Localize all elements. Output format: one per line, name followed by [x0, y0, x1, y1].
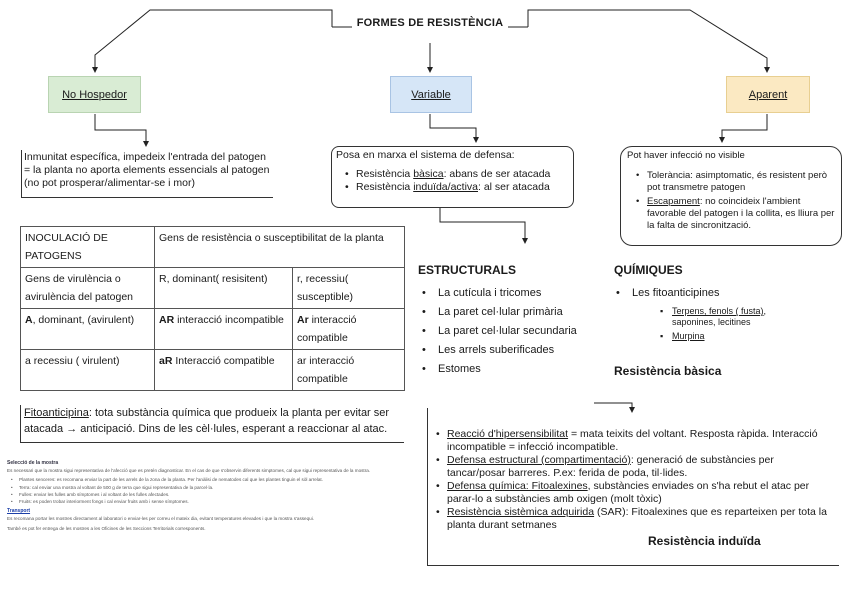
resistencia-induida-title: Resistència induïda	[648, 534, 761, 548]
table-row	[21, 268, 405, 309]
table-cell: a recessiu ( virulent)	[21, 350, 155, 391]
item-term: Terpens, fenols ( fusta)	[672, 306, 764, 316]
item-term: Resistència sistèmica adquirida	[447, 506, 595, 518]
list-item: • La paret cel·lular secundaria	[418, 322, 577, 341]
no-hospedor-description: Inmunitat específica, impedeix l'entrada del patogen = la planta no aporta elements essencials al patogen (no pot prosperar/alimentar-se i mor)	[21, 150, 273, 198]
list-item: • Tolerància: asimptomatic, és resistent però pot transmetre patogen	[627, 170, 835, 194]
list-item	[433, 480, 835, 506]
cell-gene: Ar	[297, 314, 309, 326]
cell-text: , dominant, (avirulent)	[32, 314, 135, 326]
table-row	[21, 309, 405, 350]
item-term: Murpina	[672, 331, 705, 341]
table-header-cell: INOCULACIÓ DE PATOGENS	[21, 227, 155, 268]
table-cell: r, recessiu( susceptible)	[293, 268, 405, 309]
item-label: Resistència	[356, 181, 414, 193]
estructurals-list	[418, 284, 577, 379]
aparent-description	[620, 146, 842, 246]
category-no-hospedor: No Hospedor	[48, 76, 141, 113]
item-text: (SAR): Fitoalexines que es reparteixen per tota la planta durant setmanes	[447, 506, 827, 531]
table-cell	[155, 350, 293, 391]
item-term: bàsica	[413, 168, 444, 180]
estructurals-title: ESTRUCTURALS	[418, 263, 516, 277]
category-aparent: Aparent	[726, 76, 810, 113]
cell-text: interacció compatible	[297, 314, 357, 344]
list-item	[660, 331, 810, 342]
paragraph: També es pot fer entrega de les mostres a les Oficines de les Seccions Territorials corresponents.	[7, 525, 206, 531]
definition-term: Fitoanticipina	[24, 407, 89, 419]
list-item	[660, 306, 810, 328]
item-term: Defensa estructural (compartimentació)	[447, 454, 631, 466]
item-text: : generació de substàncies per tancar/posar barreres. P.ex: ferida de poda, til·lides.	[447, 454, 774, 479]
table-row	[21, 227, 405, 268]
inoculation-table	[20, 226, 405, 391]
cell-gene: aR	[159, 355, 173, 367]
list-item	[433, 454, 835, 480]
variable-description	[331, 146, 574, 208]
list-item: • Les fitoanticipines	[612, 284, 719, 303]
item-label: Resistència	[356, 168, 414, 180]
list-item	[336, 168, 569, 181]
list-item	[433, 506, 835, 532]
quimiques-list	[612, 284, 719, 303]
aparent-intro: Pot haver infecció no visible	[627, 150, 745, 161]
table-cell: R, dominant( resisitent)	[155, 268, 293, 309]
cell-gene: AR	[159, 314, 175, 326]
table-cell	[155, 309, 293, 350]
sample-instructions	[7, 460, 399, 535]
item-text: , substàncies enviades on s'ha rebut el atac per parar-lo a substàncies amb oxigen (molt tòxic)	[447, 480, 810, 505]
resistencia-induida-box	[427, 408, 839, 566]
item-term: Reacció d'hipersensibilitat	[447, 428, 569, 440]
item-term: Escapament	[647, 196, 700, 207]
cell-text: Interacció compatible	[172, 355, 275, 367]
item-text: : no coincideix l'ambient favorable del patogen i la collita, es lliura per la falta de sincronització.	[647, 196, 835, 231]
list-item	[433, 428, 835, 454]
list-item: • Les arrels suberificades	[418, 341, 577, 360]
paragraph: Es recomana portar les mostres directament al laboratori o enviar-les per correu el mateix dia, evitant temperatures elevades i que la mostra s'assequi.	[7, 516, 315, 522]
list-item: • Estomes	[418, 360, 577, 379]
section-title: Selecció de la mostra	[7, 460, 59, 466]
category-variable: Variable	[390, 76, 472, 113]
resistencia-basica-title: Resistència bàsica	[614, 364, 722, 378]
variable-list	[336, 168, 569, 194]
item-text: : abans de ser atacada	[443, 168, 551, 180]
fitoanticipina-definition	[20, 405, 404, 443]
table-cell	[293, 309, 405, 350]
item-text: = mata teixits del voltant. Resposta ràpida. Interacció incompatible = infecció incompatible.	[447, 428, 818, 453]
list-item: • Terra: cal enviar una mostra al voltant de 500 g de terra que sigui representativa de la parcel·la.	[7, 485, 399, 491]
induida-list	[433, 428, 835, 532]
list-item: • Plantes senceres: es recomana enviar la part de les arrels de la zona de la planta. Per l'anàlisi de nematodes cal que les plantes tinguin el sòl arrelat.	[7, 477, 399, 483]
list-item: • Fulles: enviar les fulles amb símptomes i al voltant de les fulles afectades.	[7, 492, 399, 498]
main-title: FORMES DE RESISTÈNCIA	[356, 17, 504, 29]
cell-gene: A	[25, 314, 33, 326]
table-cell	[21, 309, 155, 350]
definition-text: : tota substància química que produeix la planta per evitar ser atacada → anticipació. Dins de les cèl·lules, esperant a reaccionar al atac.	[24, 407, 390, 435]
variable-intro: Posa en marxa el sistema de defensa:	[336, 149, 515, 161]
quimiques-title: QUÍMIQUES	[614, 263, 683, 277]
list-item: • La paret cel·lular primària	[418, 303, 577, 322]
table-row	[21, 350, 405, 391]
quimiques-sublist	[660, 306, 810, 345]
list-item	[627, 196, 835, 232]
item-term: Defensa química: Fitoalexines	[447, 480, 588, 492]
item-text: : al ser atacada	[478, 181, 550, 193]
list-item	[336, 181, 569, 194]
paragraph: Es necessari que la mostra sigui representativa de l'afecció que es pretén diagnosticar. En el cas de que s'observin diferents simptomes, cal que sigui representativa de la mostra.	[7, 468, 371, 474]
list-item: • Fruits: es poden trobar interiorment fongs i cal enviar fruits amb i sense símptomes.	[7, 499, 399, 505]
table-header-cell: Gens de resistència o susceptibilitat de la planta	[155, 227, 405, 268]
section-title: Transport	[7, 508, 31, 515]
item-term: induïda/activa	[413, 181, 478, 193]
list-item: • La cutícula i tricomes	[418, 284, 577, 303]
table-cell: Gens de virulència o avirulència del patogen	[21, 268, 155, 309]
bullet-list	[7, 477, 399, 505]
item-text: , saponines, lecitines	[672, 306, 767, 327]
aparent-list	[627, 170, 835, 232]
table-cell: ar interacció compatible	[293, 350, 405, 391]
cell-text: interacció incompatible	[174, 314, 284, 326]
